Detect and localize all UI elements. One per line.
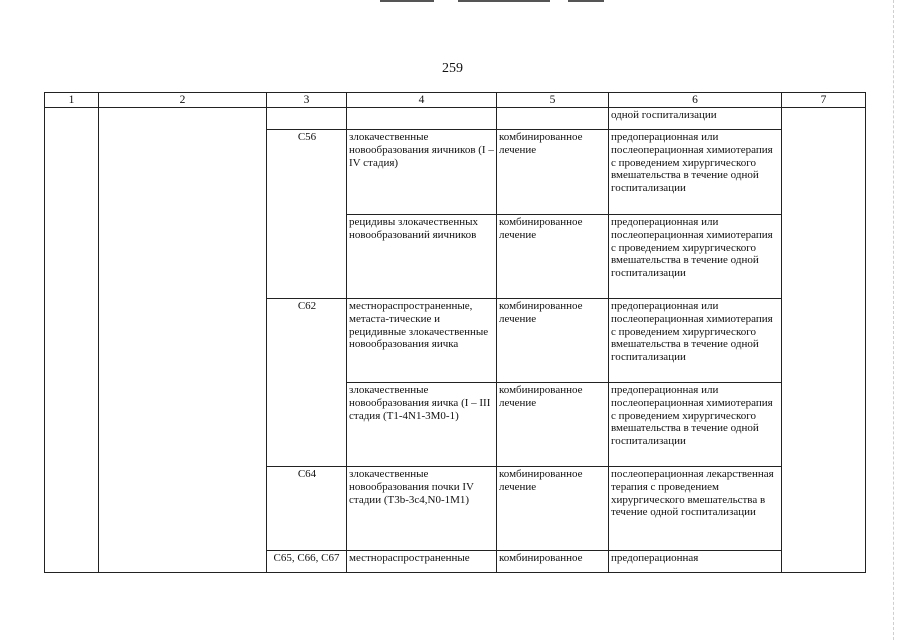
cell-name (347, 108, 497, 130)
cell-details: предоперационная или послеоперационная химиотерапия с проведением хирургического вмешательства в течение одной госпитализации (609, 130, 782, 215)
cell-details: предоперационная или послеоперационная химиотерапия с проведением хирургического вмешательства в течение одной госпитализации (609, 215, 782, 299)
cell-name: злокачественные новообразования яичка (I – III стадия (T1-4N1-3M0-1) (347, 383, 497, 467)
cell-name: местнораспространенные (347, 551, 497, 573)
column-header: 5 (497, 93, 609, 108)
cell-code: C64 (267, 467, 347, 551)
cell-method (497, 108, 609, 130)
scan-edge (893, 0, 894, 640)
cell-method: комбинированное лечение (497, 383, 609, 467)
cell-name: злокачественные новообразования яичников (I – IV стадия) (347, 130, 497, 215)
cell-details: предоперационная или послеоперационная химиотерапия с проведением хирургического вмешательства в течение одной госпитализации (609, 299, 782, 383)
cell-details: предоперационная (609, 551, 782, 573)
cell-code (267, 108, 347, 130)
cell-code: C56 (267, 130, 347, 299)
header-row (45, 93, 866, 108)
cell-details: послеоперационная лекарственная терапия с проведением хирургического вмешательства в течение одной госпитализации (609, 467, 782, 551)
cell-code: C62 (267, 299, 347, 467)
table-row (45, 108, 866, 130)
cell-method: комбинированное лечение (497, 467, 609, 551)
cell-details: одной госпитализации (609, 108, 782, 130)
cell-method: комбинированное (497, 551, 609, 573)
cell-name: местнораспространенные, метаста-тические и рецидивные злокачественные новообразования яичка (347, 299, 497, 383)
cell-col2 (99, 108, 267, 573)
cell-method: комбинированное лечение (497, 299, 609, 383)
cell-method: комбинированное лечение (497, 215, 609, 299)
cell-details: предоперационная или послеоперационная химиотерапия с проведением хирургического вмешательства в течение одной госпитализации (609, 383, 782, 467)
medical-care-table (44, 92, 866, 573)
cell-col1 (45, 108, 99, 573)
column-header: 2 (99, 93, 267, 108)
cell-name: злокачественные новообразования почки IV стадии (T3b-3c4,N0-1M1) (347, 467, 497, 551)
page-number: 259 (442, 61, 463, 76)
cell-name: рецидивы злокачественных новообразований яичников (347, 215, 497, 299)
column-header: 7 (782, 93, 866, 108)
column-header: 4 (347, 93, 497, 108)
cell-method: комбинированное лечение (497, 130, 609, 215)
cell-code: C65, C66, C67 (267, 551, 347, 573)
column-header: 6 (609, 93, 782, 108)
column-header: 3 (267, 93, 347, 108)
column-header: 1 (45, 93, 99, 108)
cell-col7 (782, 108, 866, 573)
scan-top-marks (380, 0, 620, 2)
